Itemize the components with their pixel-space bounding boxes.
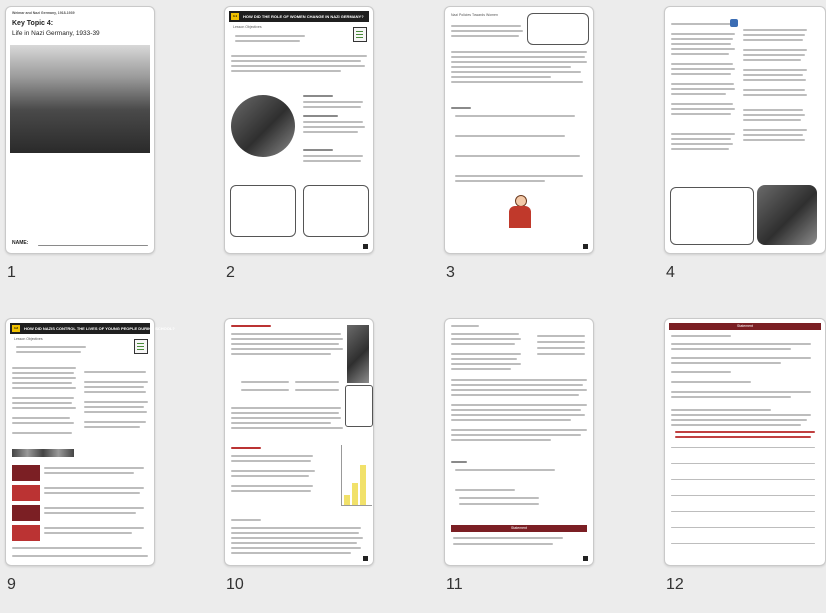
page-title: Key Topic 4: xyxy=(12,20,54,27)
page-number: 11 xyxy=(446,576,463,593)
page-subtitle: Life in Nazi Germany, 1933-39 xyxy=(12,30,100,37)
page-preview xyxy=(664,318,826,566)
page-number: 4 xyxy=(666,264,675,281)
page-number: 10 xyxy=(226,576,244,593)
objectives-label: Lesson Objectives xyxy=(233,25,262,29)
badge-row-1 xyxy=(12,465,40,481)
section-banner xyxy=(229,11,369,22)
page-number: 12 xyxy=(666,576,684,593)
page-number: 3 xyxy=(446,264,455,281)
banner-title: HOW DID THE ROLE OF WOMEN CHANGE IN NAZI GERMANY? xyxy=(243,14,364,19)
checklist-icon xyxy=(134,339,148,354)
youth-photo xyxy=(347,325,369,383)
page-preview xyxy=(444,318,594,566)
badge-row-4 xyxy=(12,525,40,541)
bar-chart-graphic xyxy=(341,445,372,506)
page-preview xyxy=(5,318,175,566)
page-preview xyxy=(664,6,826,254)
badge-row-2 xyxy=(12,485,40,501)
badge-row-3 xyxy=(12,505,40,521)
family-photo xyxy=(757,185,817,245)
checklist-icon xyxy=(353,27,367,42)
page-preview xyxy=(224,6,374,254)
page-number: 2 xyxy=(226,264,235,281)
source-box xyxy=(670,187,754,245)
page-number: 9 xyxy=(7,576,16,593)
objectives-label: Lesson Objectives xyxy=(14,337,43,341)
banner-title: HOW DID NAZIS CONTROL THE LIVES OF YOUNG PEOPLE DURING SCHOOL? xyxy=(24,326,175,331)
page-preview xyxy=(5,6,155,254)
name-underline xyxy=(38,245,148,246)
source-box xyxy=(345,385,373,427)
page-preview xyxy=(444,6,594,254)
section-badge: 4.2 xyxy=(13,326,19,330)
photo-strip xyxy=(12,449,74,457)
woman-photo xyxy=(231,95,295,157)
rally-photo xyxy=(10,45,150,153)
source-box xyxy=(527,13,589,45)
source-box-b xyxy=(303,185,369,237)
table-header: Statement xyxy=(669,323,821,330)
page-header: Weimar and Nazi Germany, 1918-1939 xyxy=(12,11,75,15)
page-number: 1 xyxy=(7,264,16,281)
section-banner xyxy=(10,323,175,334)
page-header: Nazi Policies Towards Women xyxy=(451,13,498,17)
page-preview xyxy=(224,318,374,566)
source-box-a xyxy=(230,185,296,237)
section-badge: 4.1 xyxy=(232,14,238,18)
people-icon xyxy=(730,19,738,27)
table-header: Statement xyxy=(451,525,587,532)
woman-icon xyxy=(509,195,531,233)
name-label: NAME: xyxy=(12,240,29,246)
